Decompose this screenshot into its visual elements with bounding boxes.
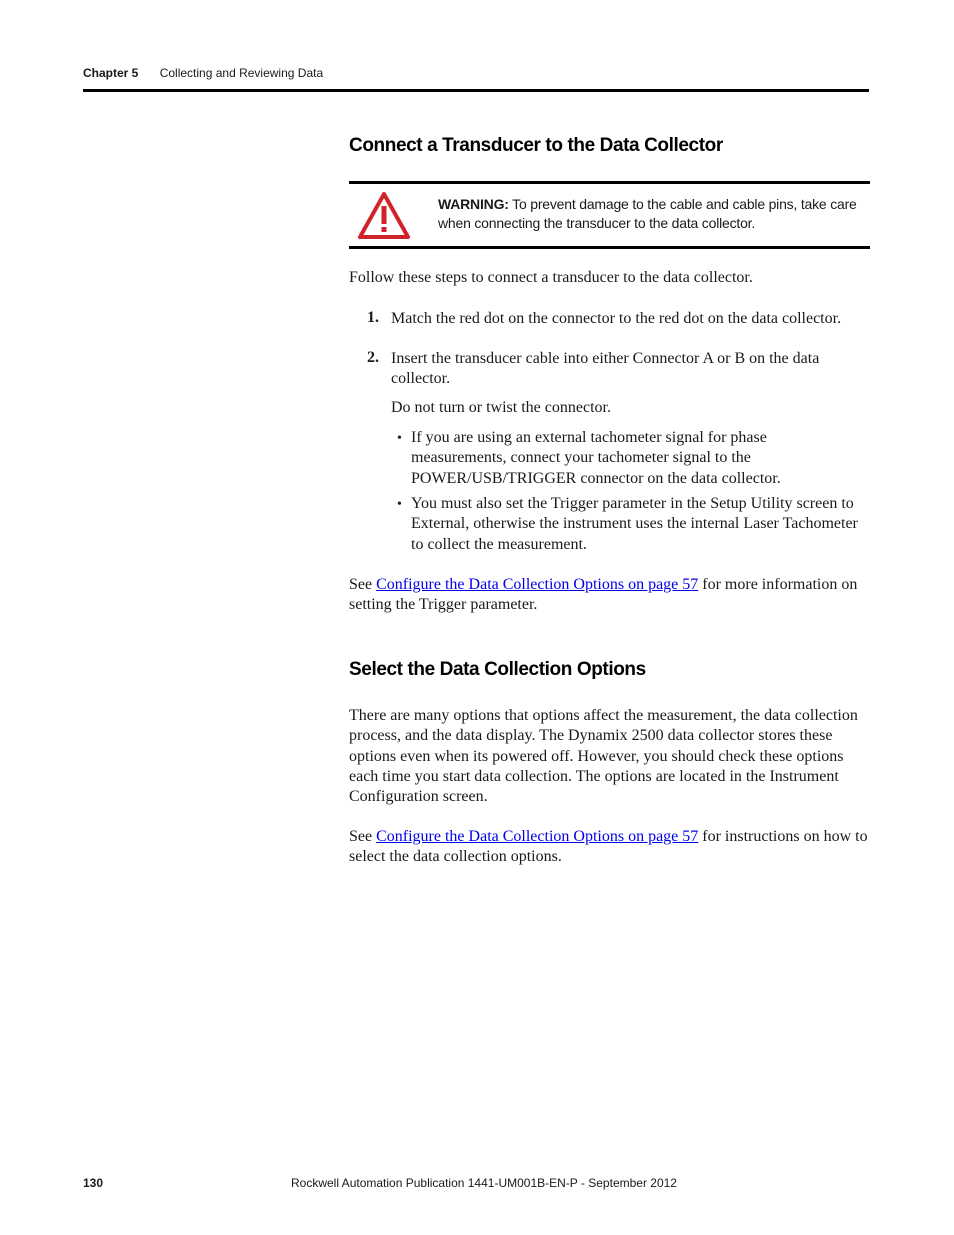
warning-message: To prevent damage to the cable and cable pins, take care when connecting the transducer to the data collector. bbox=[438, 196, 857, 231]
bullet-text: You must also set the Trigger parameter in the Setup Utility screen to External, otherwise the instrument uses the internal Laser Tachometer to collect the measurement. bbox=[411, 495, 858, 553]
see-prefix: See bbox=[349, 828, 377, 845]
see-suffix: for instructions on how to select the data collection options. bbox=[349, 828, 868, 866]
chapter-label: Chapter 5 bbox=[83, 66, 139, 80]
intro-paragraph: Follow these steps to connect a transducer to the data collector. bbox=[349, 269, 753, 286]
warning-box bbox=[349, 181, 870, 249]
step-text: Insert the transducer cable into either Connector A or B on the data collector. bbox=[391, 350, 820, 388]
warning-triangle-icon bbox=[357, 191, 411, 241]
options-body-paragraph: There are many options that options affect the measurement, the data collection process, and the data display. The Dynamix 2500 data collector stores these options even when its powered off. However, you should check these options each time you start data collection. The options are located in the Instrument Configuration screen. bbox=[349, 707, 858, 806]
see-suffix: for more information on setting the Trigger parameter. bbox=[349, 576, 858, 614]
step-note: Do not turn or twist the connector. bbox=[391, 399, 611, 416]
section-heading-connect-transducer: Connect a Transducer to the Data Collector bbox=[349, 135, 723, 156]
step-text: Match the red dot on the connector to the red dot on the data collector. bbox=[391, 310, 842, 327]
warning-text bbox=[438, 195, 858, 233]
warning-label: WARNING: bbox=[438, 196, 509, 212]
see-also-paragraph bbox=[349, 575, 871, 616]
bullet-marker: • bbox=[397, 431, 402, 446]
bullet-text: If you are using an external tachometer signal for phase measurements, connect your tachometer signal to the POWER/USB/TRIGGER connector on the data collector. bbox=[411, 429, 781, 487]
configure-options-link[interactable]: Configure the Data Collection Options on page 57 bbox=[376, 828, 699, 845]
configure-options-link[interactable]: Configure the Data Collection Options on page 57 bbox=[376, 576, 699, 593]
section-heading-select-options: Select the Data Collection Options bbox=[349, 659, 646, 680]
page-number: 130 bbox=[83, 1176, 104, 1190]
running-header bbox=[83, 66, 323, 80]
chapter-title: Collecting and Reviewing Data bbox=[159, 66, 324, 80]
bullet-marker: • bbox=[397, 497, 402, 512]
see-prefix: See bbox=[349, 576, 377, 593]
step-number: 1. bbox=[367, 309, 379, 326]
step-number: 2. bbox=[367, 349, 379, 366]
header-rule bbox=[83, 89, 869, 92]
see-also-paragraph bbox=[349, 827, 869, 868]
publication-info: Rockwell Automation Publication 1441-UM001B-EN-P - September 2012 bbox=[291, 1176, 677, 1190]
